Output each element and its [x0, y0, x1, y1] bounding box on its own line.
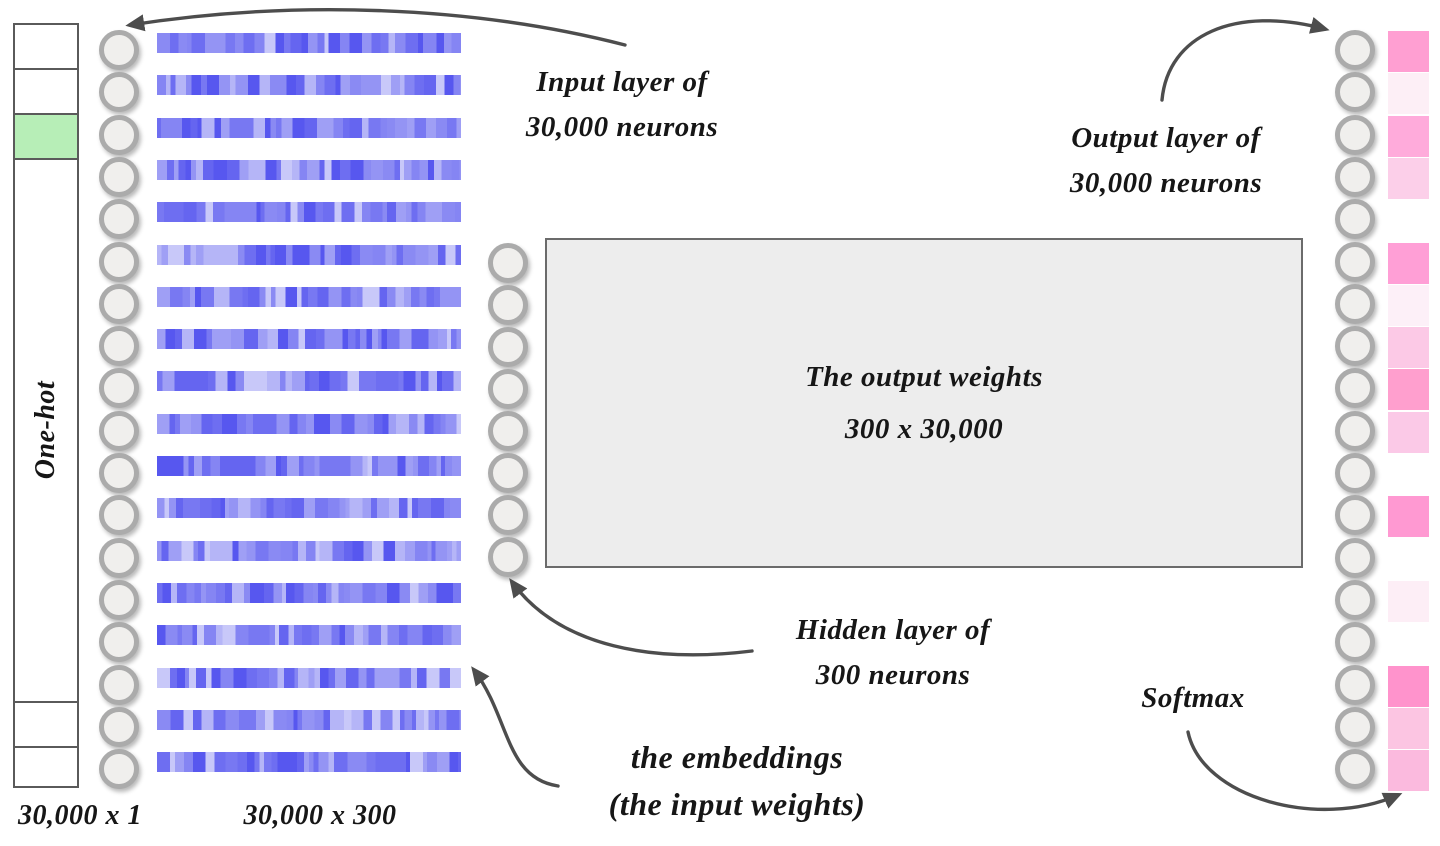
embedding-row — [157, 752, 461, 772]
softmax-cell — [1388, 666, 1429, 707]
softmax-cell — [1388, 73, 1429, 114]
output-neuron — [1335, 115, 1375, 155]
output-neuron — [1335, 368, 1375, 408]
one-hot-cell — [15, 703, 77, 748]
input-neuron — [99, 30, 139, 70]
input-neuron — [99, 453, 139, 493]
arrow-to-hidden-layer-icon — [512, 582, 752, 655]
input-layer-label: Input layer of 30,000 neurons — [525, 66, 719, 143]
output-neuron — [1335, 30, 1375, 70]
softmax-cell — [1388, 496, 1429, 537]
softmax-cell — [1388, 369, 1429, 410]
output-weights-title: The output weights — [805, 361, 1043, 393]
output-neuron — [1335, 453, 1375, 493]
hidden-layer-label: Hidden layer of 300 neurons — [795, 614, 991, 691]
arrow-to-output-layer-icon — [1162, 21, 1325, 100]
output-neuron — [1335, 495, 1375, 535]
softmax-cell — [1388, 708, 1429, 749]
embedding-row — [157, 118, 461, 138]
input-neuron — [99, 665, 139, 705]
embedding-row — [157, 33, 461, 53]
one-hot-label: One-hot — [30, 380, 61, 480]
softmax-label: Softmax — [1141, 682, 1245, 714]
one-hot-cell — [15, 70, 77, 115]
input-neuron — [99, 368, 139, 408]
one-hot-cell — [15, 748, 77, 786]
softmax-cell — [1388, 285, 1429, 326]
softmax-cell — [1388, 158, 1429, 199]
input-neuron — [99, 495, 139, 535]
input-neuron — [99, 199, 139, 239]
input-neuron — [99, 284, 139, 324]
input-neuron — [99, 72, 139, 112]
output-neuron — [1335, 411, 1375, 451]
softmax-cell — [1388, 116, 1429, 157]
embedding-row — [157, 202, 461, 222]
embedding-row — [157, 75, 461, 95]
one-hot-active-cell — [15, 115, 77, 160]
embedding-row — [157, 371, 461, 391]
output-weights-dims: 300 x 30,000 — [844, 413, 1004, 445]
hidden-neuron — [488, 243, 528, 283]
arrow-to-embeddings-icon — [474, 670, 558, 786]
softmax-cell — [1388, 581, 1429, 622]
input-neuron — [99, 749, 139, 789]
hidden-neuron — [488, 369, 528, 409]
input-neuron — [99, 622, 139, 662]
output-weights-box — [545, 238, 1303, 568]
embedding-row — [157, 710, 461, 730]
embedding-row — [157, 329, 461, 349]
hidden-neuron — [488, 537, 528, 577]
input-neuron — [99, 411, 139, 451]
embedding-row — [157, 160, 461, 180]
one-hot-dims-label: 30,000 x 1 — [18, 800, 142, 831]
embedding-row — [157, 287, 461, 307]
softmax-cell — [1388, 327, 1429, 368]
output-neuron — [1335, 284, 1375, 324]
embedding-row — [157, 541, 461, 561]
output-layer-label: Output layer of 30,000 neurons — [1069, 122, 1263, 199]
output-neuron — [1335, 242, 1375, 282]
input-neuron — [99, 115, 139, 155]
output-neuron — [1335, 622, 1375, 662]
input-neuron — [99, 580, 139, 620]
embedding-row — [157, 245, 461, 265]
output-neuron — [1335, 580, 1375, 620]
embedding-row — [157, 668, 461, 688]
softmax-cell — [1388, 31, 1429, 72]
one-hot-cell — [15, 25, 77, 70]
input-neuron — [99, 326, 139, 366]
hidden-neuron — [488, 453, 528, 493]
embedding-dims-label: 30,000 x 300 — [243, 800, 397, 831]
softmax-cell — [1388, 412, 1429, 453]
hidden-neuron — [488, 495, 528, 535]
output-neuron — [1335, 199, 1375, 239]
output-neuron — [1335, 72, 1375, 112]
input-neuron — [99, 242, 139, 282]
embedding-row — [157, 625, 461, 645]
embedding-row — [157, 498, 461, 518]
output-neuron — [1335, 538, 1375, 578]
output-neuron — [1335, 157, 1375, 197]
output-neuron — [1335, 326, 1375, 366]
hidden-neuron — [488, 285, 528, 325]
embedding-row — [157, 456, 461, 476]
embeddings-label: the embeddings (the input weights) — [608, 739, 866, 822]
input-neuron — [99, 538, 139, 578]
hidden-neuron — [488, 411, 528, 451]
embedding-row — [157, 583, 461, 603]
output-neuron — [1335, 749, 1375, 789]
input-neuron — [99, 157, 139, 197]
input-neuron — [99, 707, 139, 747]
softmax-cell — [1388, 243, 1429, 284]
output-neuron — [1335, 707, 1375, 747]
hidden-neuron — [488, 327, 528, 367]
output-neuron — [1335, 665, 1375, 705]
softmax-cell — [1388, 750, 1429, 791]
embedding-row — [157, 414, 461, 434]
